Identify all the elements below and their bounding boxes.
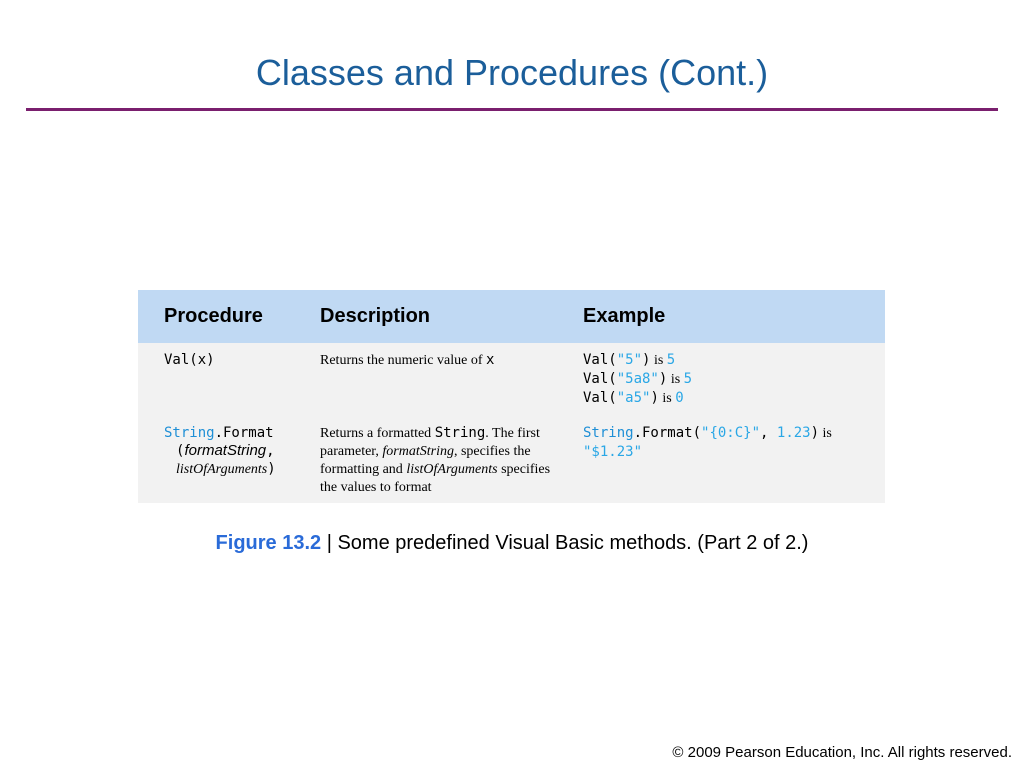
desc-param: formatString	[382, 444, 454, 459]
example-result: 5	[666, 352, 676, 368]
procedure-cell	[138, 416, 310, 503]
title-divider	[26, 108, 998, 111]
desc-param: listOfArguments	[406, 462, 498, 477]
slide-title: Classes and Procedures (Cont.)	[255, 52, 769, 93]
example-close: )	[650, 390, 659, 406]
desc-part: . The first parameter,	[320, 426, 540, 459]
table-header-row	[138, 290, 885, 343]
description-text	[320, 424, 567, 497]
example-line	[583, 389, 879, 408]
desc-part: , specifies the formatting and	[320, 444, 531, 477]
example-call: Val(	[583, 371, 617, 387]
proc-class: String	[164, 425, 215, 441]
description-cell	[310, 416, 573, 503]
example-arg: "5a8"	[616, 371, 659, 387]
example-line	[583, 351, 879, 370]
header-procedure: Procedure	[138, 290, 310, 343]
proc-param-formatstring: formatString	[184, 442, 267, 459]
table-row	[138, 343, 885, 416]
example-line	[583, 370, 879, 389]
description-code: x	[486, 352, 495, 368]
example-result: 5	[683, 371, 693, 387]
proc-param-listofarguments: listOfArguments	[176, 462, 268, 477]
figure-label: Figure 13.2	[215, 532, 322, 554]
example-comma: ,	[760, 425, 777, 441]
example-is: is	[658, 391, 676, 406]
example-arg: 1.23	[776, 425, 811, 441]
example-result: "$1.23"	[583, 444, 643, 460]
caption-text: | Some predefined Visual Basic methods. (Part 2 of 2.)	[321, 532, 809, 554]
proc-paren-open: (	[176, 443, 185, 459]
header-example: Example	[573, 290, 885, 343]
example-arg: "{0:C}"	[701, 425, 761, 441]
table-row	[138, 416, 885, 503]
example-is: is	[667, 372, 684, 387]
proc-comma: ,	[266, 443, 275, 459]
example-cell	[573, 343, 885, 416]
example-call: Val(	[583, 390, 617, 406]
example-close: )	[810, 425, 820, 441]
example-method: .Format(	[633, 425, 702, 441]
figure-caption	[0, 532, 1024, 555]
desc-part: Returns a formatted	[320, 426, 435, 441]
description-cell	[310, 343, 573, 416]
example-arg: "5"	[616, 352, 643, 368]
example-class: String	[583, 425, 634, 441]
example-is: is	[819, 426, 832, 441]
example-is: is	[650, 353, 667, 368]
proc-method: .Format	[214, 425, 274, 441]
copyright-footer: © 2009 Pearson Education, Inc. All rights reserved.	[672, 744, 1012, 761]
example-call: Val(	[583, 352, 617, 368]
example-close: )	[658, 371, 668, 387]
procedure-val: Val(x)	[164, 352, 215, 368]
example-close: )	[642, 352, 651, 368]
proc-paren-close: )	[267, 461, 276, 477]
example-line	[583, 424, 879, 443]
procedure-cell	[138, 343, 310, 416]
example-arg: "a5"	[616, 390, 651, 406]
example-result: 0	[675, 390, 684, 406]
example-cell	[573, 416, 885, 503]
desc-part: specifies the values to format	[320, 462, 551, 495]
description-text: Returns the numeric value of	[320, 353, 487, 368]
desc-code: String	[434, 425, 486, 441]
header-description: Description	[310, 290, 573, 343]
methods-table	[138, 290, 885, 503]
